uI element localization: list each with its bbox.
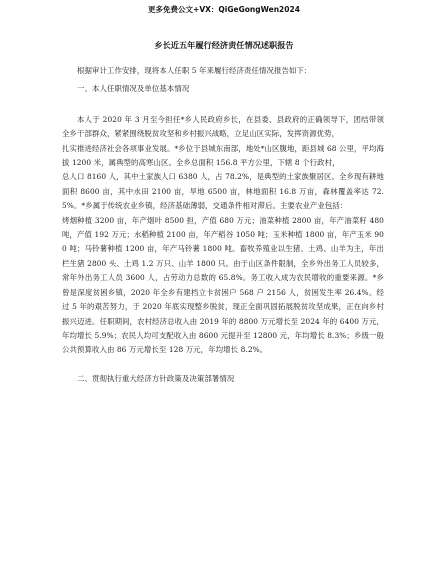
paragraph-1: 本人于 2020 年 3 月至今担任*乡人民政府乡长，在县委、县政府的正确领导下，团结带领全乡干部群众，紧紧围绕脱贫攻坚和乡村振兴战略，立足山区实际，发挥资源优势，: [62, 114, 384, 139]
section-2-heading: 二、贯彻执行重大经济方针政策及决策部署情况: [77, 373, 235, 383]
paragraph-3: 总人口 8160 人，其中土家族人口 6380 人，占 78.2%，是典型的土家族聚居区。全乡现有耕地面积 8600 亩，其中水田 2100 亩，旱地 6500 亩，林地面积 16.8 万亩，森林覆盖率达 72.5%。*乡属于传统农业乡镇，经济基础薄弱，交通条件相对滞后。主要农业产业包括：: [62, 172, 384, 211]
paragraph-2: 扎实推进经济社会各项事业发展。*乡位于县城东南部，地处*山区腹地，距县城 68 公里，平均海拔 1200 米，属典型的高寒山区。全乡总面积 156.8 平方公里，下辖 8 个行政村，: [62, 143, 384, 168]
document-title: 乡长近五年履行经济责任情况述职报告: [154, 40, 294, 50]
paragraph-4: 烤烟种植 3200 亩，年产烟叶 8500 担，产值 680 万元；油菜种植 2800 亩，年产油菜籽 480 吨，产值 192 万元；水稻种植 2100 亩，年产稻谷 1050 吨；玉米种植 1800 亩，年产玉米 900 吨；马铃薯种植 1200 亩，年产马铃薯 1800 吨。畜牧养殖业以生猪、土鸡、山羊为主，年出栏生猪 2800 头、土鸡 1.2 万只、山羊 1800 只。由于山区条件限制，全乡外出务工人员较多，常年外出务工人员 3600 人，占劳动力总数的 65.8%。务工收入成为农民增收的重要来源。*乡曾是深度贫困乡镇，2020 年全乡有建档立卡贫困户 568 户 2156 人，贫困发生率 26.4%。经过 5 年的艰苦努力，于 2020 年底实现整乡脱贫，现正全面巩固拓展脱贫攻坚成果，正在向乡村振兴迈进。任职期间，农村经济总收入由 2019 年的 8800 万元增长至 2024 年的 6400 万元，年均增长 5.9%；农民人均可支配收入由 8600 元提升至 12800 元，年均增长 8.3%；乡级一般公共预算收入由 86 万元增长至 128 万元，年均增长 8.2%。: [62, 215, 384, 355]
intro-paragraph: 根据审计工作安排，现将本人任职 5 年来履行经济责任情况报告如下：: [77, 66, 312, 75]
section-1-heading: 一、本人任职情况及单位基本情况: [77, 84, 190, 94]
top-banner: 更多免费公文+VX：QiGeGongWen2024: [148, 5, 300, 14]
document-body: [62, 64, 384, 386]
